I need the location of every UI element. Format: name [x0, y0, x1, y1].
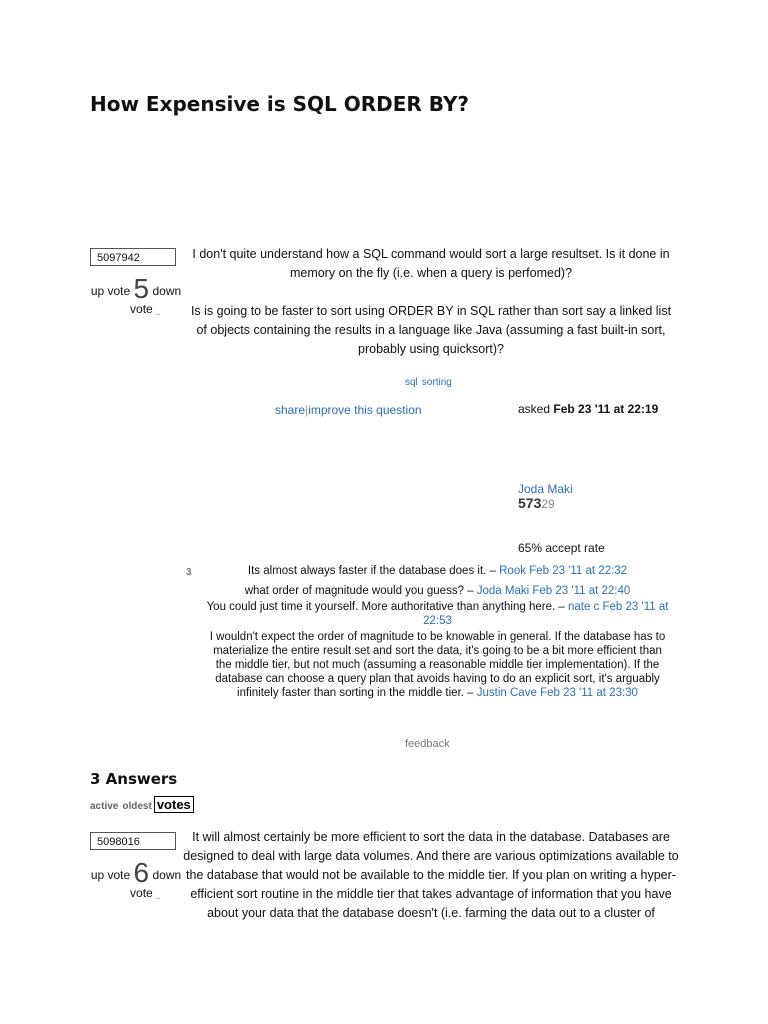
comment-user-link[interactable]: Rook — [499, 565, 526, 577]
user-reputation: 573 — [518, 495, 542, 511]
comment-text: I wouldn't expect the order of magnitude to be knowable in general. If the database has to materialize the entire result set and sort the data, it's going to be a bit more efficient than the middle tier, but not much (assuming a reasonable middle tier implementation). If the database can choose a query plan that avoids having to do an explicit sort, it's arguably infinitely faster than sorting in the middle tier. – — [209, 631, 666, 699]
favorite-icon[interactable]: _ — [156, 892, 160, 899]
question-paragraph-1: I don't quite understand how a SQL command would sort a large resultset. Is it done in memory on the fly (i.e. when a query is perfomed)? — [192, 247, 670, 280]
tag-sql[interactable]: sql — [405, 377, 418, 388]
comment — [205, 600, 670, 628]
upvote-button[interactable]: up vote — [90, 868, 131, 882]
comment-time-link[interactable]: Feb 23 '11 at 22:40 — [532, 585, 631, 597]
accept-rate: 65% accept rate — [518, 541, 605, 555]
tab-votes[interactable]: votes — [154, 796, 194, 813]
answer-vote-cell — [86, 857, 186, 903]
question-paragraph-2: Is is going to be faster to sort using ORDER BY in SQL rather than sort say a linked list of objects containing the results in a language like Java (assuming a fast built-in sort, probably using quicksort)? — [190, 304, 672, 356]
asked-label: asked — [518, 402, 554, 416]
favorite-icon[interactable]: _ — [156, 308, 160, 315]
comment — [205, 564, 670, 578]
answer-id-box: 5098016 — [90, 832, 176, 850]
post-menu — [275, 403, 422, 417]
improve-question-link[interactable]: improve this question — [308, 403, 422, 417]
vote-count: 5 — [133, 273, 150, 304]
tab-oldest[interactable]: oldest — [122, 801, 152, 812]
question-id-box: 5097942 — [90, 248, 176, 266]
downvote-button-label[interactable]: vote — [130, 302, 153, 316]
downvote-button[interactable]: down — [152, 868, 182, 882]
user-card — [518, 482, 573, 511]
comment-time-link[interactable]: Feb 23 '11 at 22:53 — [423, 601, 669, 627]
upvote-button[interactable]: up vote — [90, 284, 131, 298]
comment-time-link[interactable]: Feb 23 '11 at 23:30 — [540, 687, 638, 699]
comment — [205, 584, 670, 598]
downvote-button-label[interactable]: vote — [130, 886, 153, 900]
comment-user-link[interactable]: Justin Cave — [476, 687, 537, 699]
comment-time-link[interactable]: Feb 23 '11 at 22:32 — [529, 565, 628, 577]
comment-score: 3 — [186, 567, 192, 578]
comment — [205, 630, 670, 700]
user-name-link[interactable]: Joda Maki — [518, 482, 573, 496]
tab-active[interactable]: active — [90, 801, 119, 812]
question-title[interactable]: How Expensive is SQL ORDER BY? — [90, 92, 470, 116]
tag-sorting[interactable]: sorting — [421, 377, 452, 388]
comment-user-link[interactable]: nate c — [567, 601, 600, 613]
answer-body: It will almost certainly be more efficient to sort the data in the database. Databases are designed to deal with large data volumes. And there are various optimizations available to the database that would not be available to the middle tier. If you plan on writing a hyper-efficient sort routine in the middle tier that takes advantage of information that you have about your data that the database doesn't (i.e. farming the data out to a cluster of — [183, 830, 679, 920]
comment-user-link[interactable]: Joda Maki — [476, 585, 530, 597]
menu-separator: | — [305, 403, 309, 417]
comment-text: You could just time it yourself. More authoritative than anything here. – — [206, 601, 568, 613]
comment-text: Its almost always faster if the database does it. – — [247, 565, 500, 577]
asked-info — [518, 402, 658, 416]
answers-heading: 3 Answers — [90, 770, 178, 788]
user-badges: 29 — [541, 497, 555, 511]
vote-count: 6 — [133, 857, 150, 888]
question-vote-cell — [86, 273, 186, 319]
tag-list — [405, 377, 456, 388]
answer-sort-tabs — [90, 797, 198, 812]
share-link[interactable]: share — [275, 403, 306, 417]
asked-time: Feb 23 '11 at 22:19 — [553, 402, 659, 416]
feedback-link[interactable]: feedback — [405, 738, 450, 750]
downvote-button[interactable]: down — [152, 284, 182, 298]
comment-text: what order of magnitude would you guess? – — [244, 585, 477, 597]
